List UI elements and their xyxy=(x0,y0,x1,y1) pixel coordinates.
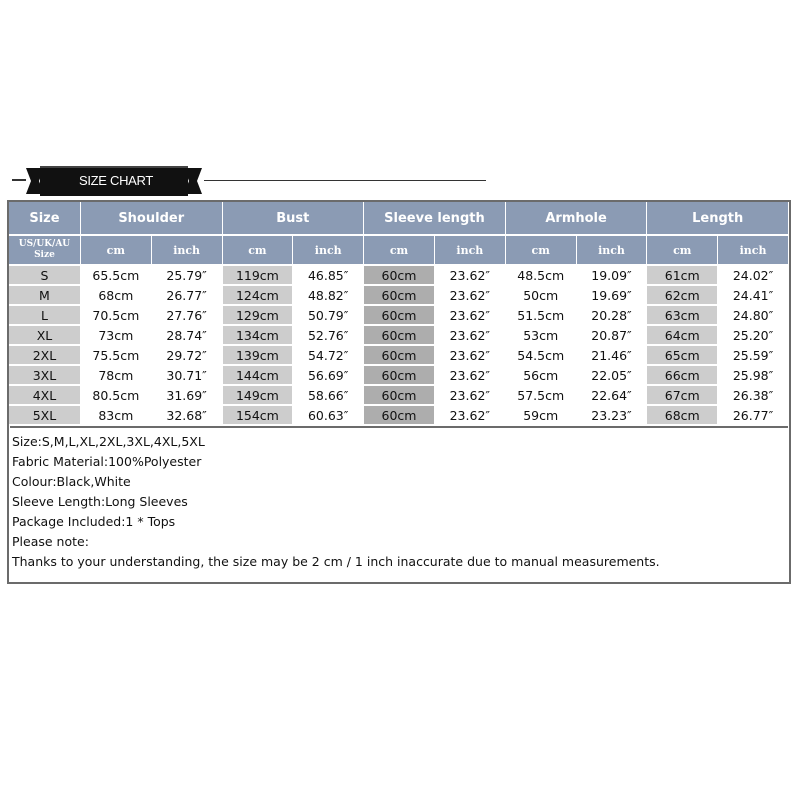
size-table xyxy=(9,202,789,426)
cell-bust-cm: 119cm xyxy=(223,266,294,286)
header-length: Length xyxy=(647,202,789,236)
header-bust: Bust xyxy=(223,202,365,236)
header-armhole: Armhole xyxy=(506,202,648,236)
cell-length-cm: 61cm xyxy=(647,266,718,286)
unit-cm: cm xyxy=(647,236,718,266)
cell-bust-cm: 134cm xyxy=(223,326,294,346)
cell-length-cm: 67cm xyxy=(647,386,718,406)
size-chart-frame xyxy=(7,200,791,584)
unit-inch: inch xyxy=(152,236,223,266)
cell-sleeve-inch: 23.62″ xyxy=(435,406,506,426)
unit-cm: cm xyxy=(223,236,294,266)
cell-shoulder-cm: 75.5cm xyxy=(81,346,152,366)
cell-shoulder-cm: 73cm xyxy=(81,326,152,346)
cell-shoulder-inch: 31.69″ xyxy=(152,386,223,406)
cell-sleeve-cm: 60cm xyxy=(364,346,435,366)
cell-size: M xyxy=(9,286,81,306)
cell-bust-cm: 139cm xyxy=(223,346,294,366)
cell-length-cm: 62cm xyxy=(647,286,718,306)
table-row xyxy=(9,326,789,346)
table-row xyxy=(9,366,789,386)
product-notes xyxy=(10,426,788,582)
cell-sleeve-cm: 60cm xyxy=(364,286,435,306)
cell-length-inch: 26.38″ xyxy=(718,386,789,406)
cell-bust-cm: 154cm xyxy=(223,406,294,426)
table-row xyxy=(9,286,789,306)
cell-size: 4XL xyxy=(9,386,81,406)
banner-rule xyxy=(204,180,486,181)
cell-sleeve-inch: 23.62″ xyxy=(435,326,506,346)
cell-armhole-cm: 59cm xyxy=(506,406,577,426)
cell-sleeve-cm: 60cm xyxy=(364,406,435,426)
cell-bust-inch: 46.85″ xyxy=(293,266,364,286)
cell-armhole-inch: 19.69″ xyxy=(577,286,648,306)
unit-cm: cm xyxy=(364,236,435,266)
cell-shoulder-inch: 26.77″ xyxy=(152,286,223,306)
cell-length-inch: 25.20″ xyxy=(718,326,789,346)
header-sleeve-length: Sleeve length xyxy=(364,202,506,236)
unit-inch: inch xyxy=(718,236,789,266)
cell-shoulder-cm: 83cm xyxy=(81,406,152,426)
cell-armhole-cm: 54.5cm xyxy=(506,346,577,366)
cell-length-inch: 24.02″ xyxy=(718,266,789,286)
cell-bust-inch: 50.79″ xyxy=(293,306,364,326)
unit-inch: inch xyxy=(577,236,648,266)
cell-armhole-inch: 20.87″ xyxy=(577,326,648,346)
cell-bust-cm: 149cm xyxy=(223,386,294,406)
cell-sleeve-cm: 60cm xyxy=(364,306,435,326)
cell-armhole-cm: 51.5cm xyxy=(506,306,577,326)
size-region-label: US/UK/AU Size xyxy=(18,239,71,260)
cell-size: XL xyxy=(9,326,81,346)
cell-bust-inch: 56.69″ xyxy=(293,366,364,386)
cell-armhole-cm: 56cm xyxy=(506,366,577,386)
header-shoulder: Shoulder xyxy=(81,202,223,236)
cell-shoulder-cm: 78cm xyxy=(81,366,152,386)
cell-shoulder-inch: 28.74″ xyxy=(152,326,223,346)
cell-shoulder-cm: 65.5cm xyxy=(81,266,152,286)
note-colour: Colour:Black,White xyxy=(12,474,131,489)
cell-length-inch: 25.59″ xyxy=(718,346,789,366)
table-row xyxy=(9,346,789,366)
cell-bust-inch: 52.76″ xyxy=(293,326,364,346)
cell-sleeve-inch: 23.62″ xyxy=(435,366,506,386)
cell-armhole-inch: 19.09″ xyxy=(577,266,648,286)
banner-dash xyxy=(12,179,26,181)
header-row-units xyxy=(9,236,789,266)
header-size: Size xyxy=(9,202,81,236)
cell-shoulder-cm: 80.5cm xyxy=(81,386,152,406)
note-package: Package Included:1 * Tops xyxy=(12,514,176,529)
cell-bust-inch: 60.63″ xyxy=(293,406,364,426)
note-sleeve-length: Sleeve Length:Long Sleeves xyxy=(12,494,188,509)
note-disclaimer: Thanks to your understanding, the size may be 2 cm / 1 inch inaccurate due to manual measurements. xyxy=(12,554,660,569)
cell-sleeve-inch: 23.62″ xyxy=(435,346,506,366)
cell-sleeve-inch: 23.62″ xyxy=(435,386,506,406)
cell-sleeve-cm: 60cm xyxy=(364,386,435,406)
cell-bust-inch: 48.82″ xyxy=(293,286,364,306)
cell-sleeve-inch: 23.62″ xyxy=(435,306,506,326)
note-sizes: Size:S,M,L,XL,2XL,3XL,4XL,5XL xyxy=(12,434,205,449)
cell-size: 5XL xyxy=(9,406,81,426)
cell-bust-cm: 129cm xyxy=(223,306,294,326)
table-row xyxy=(9,386,789,406)
cell-length-cm: 66cm xyxy=(647,366,718,386)
cell-shoulder-inch: 29.72″ xyxy=(152,346,223,366)
unit-cm: cm xyxy=(81,236,152,266)
cell-armhole-inch: 20.28″ xyxy=(577,306,648,326)
cell-length-inch: 24.80″ xyxy=(718,306,789,326)
cell-size: S xyxy=(9,266,81,286)
cell-shoulder-inch: 32.68″ xyxy=(152,406,223,426)
table-row xyxy=(9,306,789,326)
cell-shoulder-cm: 70.5cm xyxy=(81,306,152,326)
cell-sleeve-cm: 60cm xyxy=(364,266,435,286)
banner-title: SIZE CHART xyxy=(78,173,154,188)
cell-size: 3XL xyxy=(9,366,81,386)
note-fabric: Fabric Material:100%Polyester xyxy=(12,454,202,469)
cell-sleeve-inch: 23.62″ xyxy=(435,286,506,306)
cell-bust-inch: 58.66″ xyxy=(293,386,364,406)
cell-armhole-cm: 53cm xyxy=(506,326,577,346)
cell-length-cm: 64cm xyxy=(647,326,718,346)
cell-shoulder-inch: 30.71″ xyxy=(152,366,223,386)
cell-shoulder-cm: 68cm xyxy=(81,286,152,306)
cell-armhole-inch: 22.64″ xyxy=(577,386,648,406)
cell-bust-inch: 54.72″ xyxy=(293,346,364,366)
cell-armhole-inch: 21.46″ xyxy=(577,346,648,366)
cell-bust-cm: 124cm xyxy=(223,286,294,306)
size-chart-banner xyxy=(8,166,488,196)
cell-sleeve-cm: 60cm xyxy=(364,326,435,346)
header-size-region xyxy=(9,236,81,266)
unit-inch: inch xyxy=(293,236,364,266)
cell-length-inch: 24.41″ xyxy=(718,286,789,306)
cell-sleeve-cm: 60cm xyxy=(364,366,435,386)
cell-shoulder-inch: 27.76″ xyxy=(152,306,223,326)
cell-armhole-inch: 23.23″ xyxy=(577,406,648,426)
cell-size: L xyxy=(9,306,81,326)
table-row xyxy=(9,266,789,286)
cell-length-cm: 68cm xyxy=(647,406,718,426)
cell-length-inch: 25.98″ xyxy=(718,366,789,386)
cell-bust-cm: 144cm xyxy=(223,366,294,386)
cell-length-inch: 26.77″ xyxy=(718,406,789,426)
cell-armhole-cm: 57.5cm xyxy=(506,386,577,406)
cell-length-cm: 63cm xyxy=(647,306,718,326)
note-heading: Please note: xyxy=(12,534,89,549)
unit-inch: inch xyxy=(435,236,506,266)
cell-shoulder-inch: 25.79″ xyxy=(152,266,223,286)
cell-armhole-cm: 50cm xyxy=(506,286,577,306)
cell-armhole-cm: 48.5cm xyxy=(506,266,577,286)
header-row-groups xyxy=(9,202,789,236)
cell-armhole-inch: 22.05″ xyxy=(577,366,648,386)
cell-sleeve-inch: 23.62″ xyxy=(435,266,506,286)
table-row xyxy=(9,406,789,426)
cell-size: 2XL xyxy=(9,346,81,366)
cell-length-cm: 65cm xyxy=(647,346,718,366)
unit-cm: cm xyxy=(506,236,577,266)
